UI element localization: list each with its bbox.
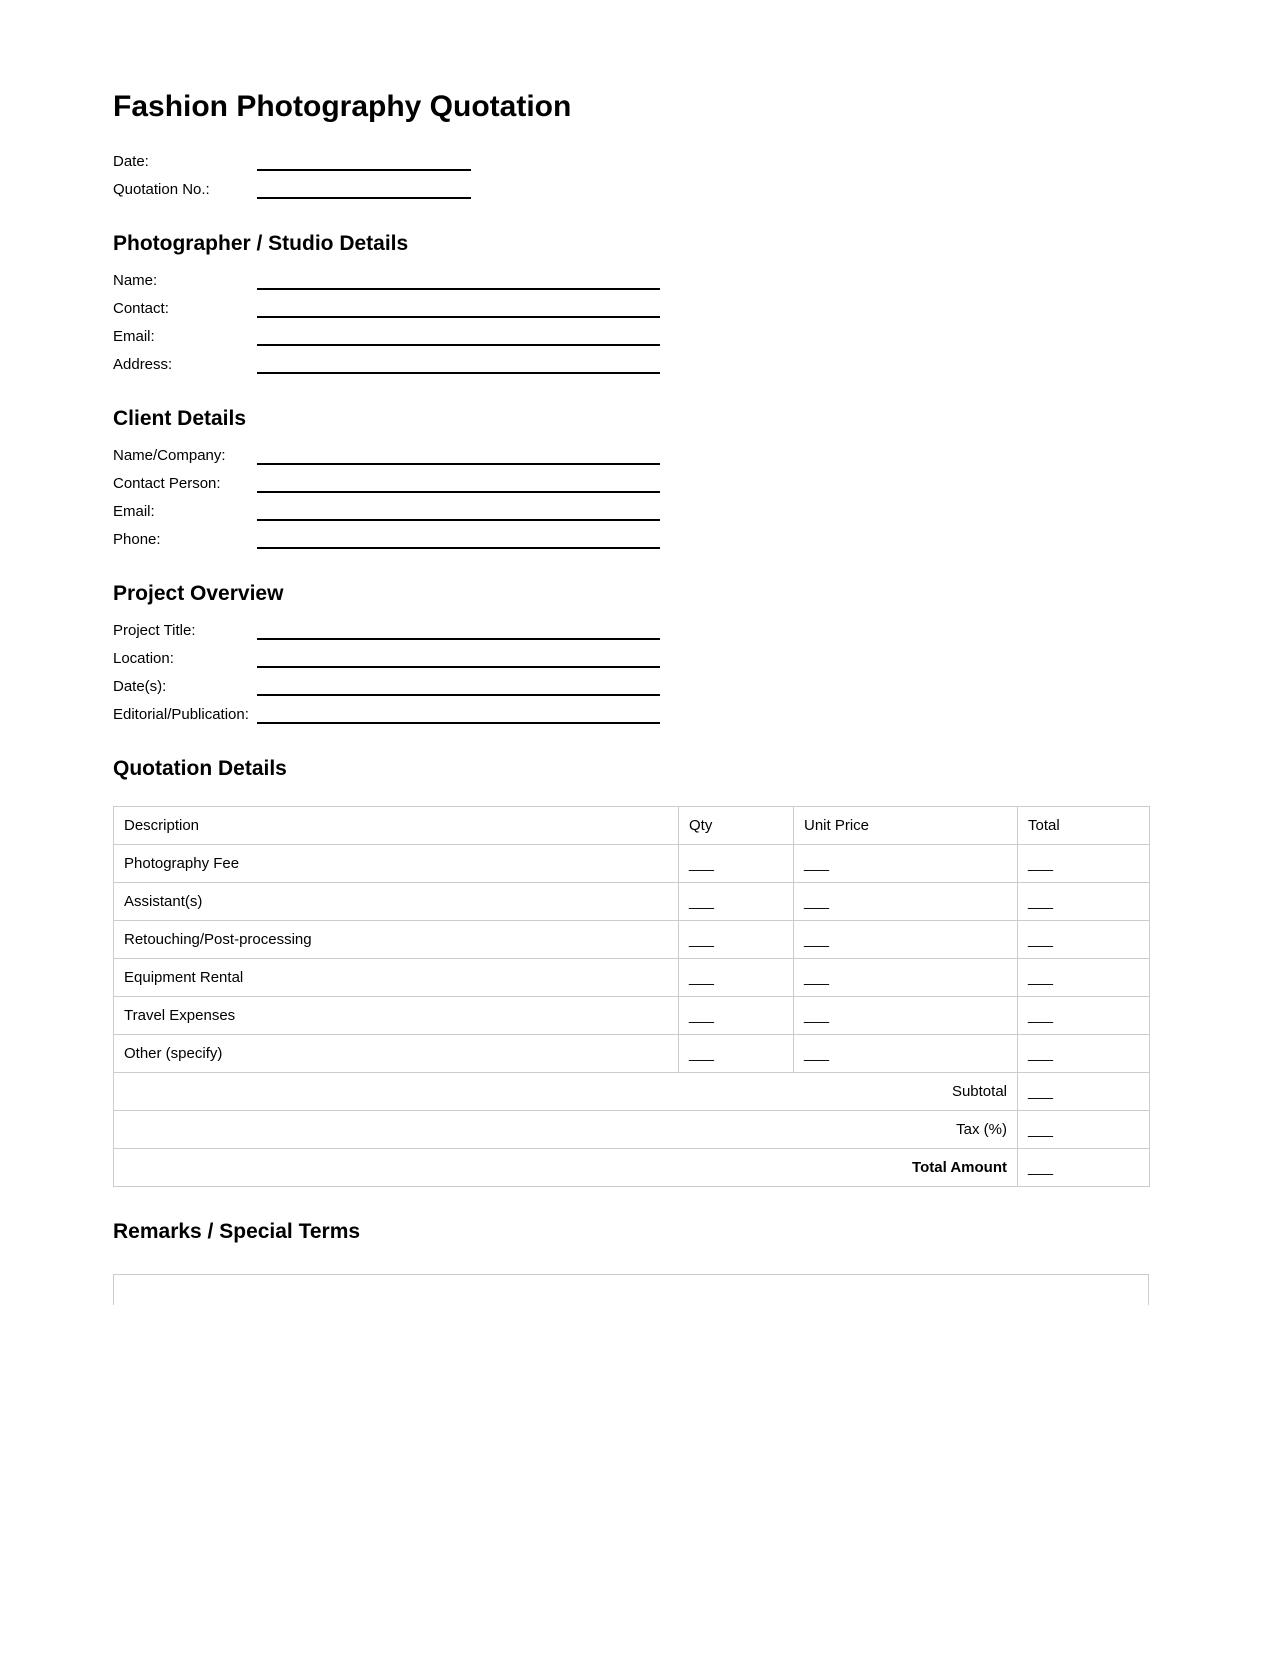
total-amount-row bbox=[114, 1149, 1150, 1187]
address-label: Address: bbox=[113, 355, 173, 373]
phone-input-line[interactable] bbox=[257, 529, 660, 549]
contact-person-label: Contact Person: bbox=[113, 474, 221, 492]
name-company-label: Name/Company: bbox=[113, 446, 226, 464]
field-editorial-publication bbox=[113, 696, 660, 724]
page-title: Fashion Photography Quotation bbox=[113, 90, 572, 123]
field-name bbox=[113, 262, 660, 290]
quotation-details-heading: Quotation Details bbox=[113, 757, 287, 781]
editorial-publication-input-line[interactable] bbox=[257, 704, 660, 724]
quotation-table bbox=[113, 806, 1150, 1187]
item-description-cell: Other (specify) bbox=[114, 1035, 679, 1073]
project-title-input-line[interactable] bbox=[257, 620, 660, 640]
table-header-row bbox=[114, 807, 1150, 845]
total-amount-blank-cell[interactable]: ___ bbox=[1018, 1149, 1150, 1187]
quotation-no-label: Quotation No.: bbox=[113, 180, 210, 198]
table-row bbox=[114, 1035, 1150, 1073]
subtotal-label: Subtotal bbox=[114, 1073, 1018, 1111]
email-input-line[interactable] bbox=[257, 326, 660, 346]
table-row bbox=[114, 959, 1150, 997]
field-client-email bbox=[113, 493, 660, 521]
qty-blank-cell[interactable]: ___ bbox=[679, 883, 794, 921]
remarks-textarea[interactable] bbox=[113, 1274, 1149, 1305]
total-blank-cell[interactable]: ___ bbox=[1018, 845, 1150, 883]
name-company-input-line[interactable] bbox=[257, 445, 660, 465]
unit-price-blank-cell[interactable]: ___ bbox=[794, 1035, 1018, 1073]
table-row bbox=[114, 921, 1150, 959]
section-client bbox=[113, 406, 1149, 549]
field-address bbox=[113, 346, 660, 374]
section-quotation-details bbox=[113, 756, 1149, 1187]
photographer-heading: Photographer / Studio Details bbox=[113, 231, 409, 255]
qty-blank-cell[interactable]: ___ bbox=[679, 845, 794, 883]
photographer-fields bbox=[113, 262, 660, 374]
project-fields bbox=[113, 612, 660, 724]
item-description-cell: Assistant(s) bbox=[114, 883, 679, 921]
field-contact bbox=[113, 290, 660, 318]
total-blank-cell[interactable]: ___ bbox=[1018, 921, 1150, 959]
subtotal-blank-cell[interactable]: ___ bbox=[1018, 1073, 1150, 1111]
total-amount-label: Total Amount bbox=[114, 1149, 1018, 1187]
tax-label: Tax (%) bbox=[114, 1111, 1018, 1149]
table-row bbox=[114, 845, 1150, 883]
table-row bbox=[114, 883, 1150, 921]
header-qty: Qty bbox=[679, 807, 794, 845]
qty-blank-cell[interactable]: ___ bbox=[679, 997, 794, 1035]
header-total: Total bbox=[1018, 807, 1150, 845]
total-blank-cell[interactable]: ___ bbox=[1018, 1035, 1150, 1073]
field-name-company bbox=[113, 437, 660, 465]
total-blank-cell[interactable]: ___ bbox=[1018, 883, 1150, 921]
project-title-label: Project Title: bbox=[113, 622, 196, 640]
email-label: Email: bbox=[113, 327, 155, 345]
field-dates bbox=[113, 668, 660, 696]
contact-input-line[interactable] bbox=[257, 298, 660, 318]
unit-price-blank-cell[interactable]: ___ bbox=[794, 921, 1018, 959]
field-project-title bbox=[113, 612, 660, 640]
unit-price-blank-cell[interactable]: ___ bbox=[794, 845, 1018, 883]
subtotal-row bbox=[114, 1073, 1150, 1111]
section-remarks bbox=[113, 1219, 1149, 1305]
qty-blank-cell[interactable]: ___ bbox=[679, 1035, 794, 1073]
name-input-line[interactable] bbox=[257, 270, 660, 290]
table-row bbox=[114, 997, 1150, 1035]
total-blank-cell[interactable]: ___ bbox=[1018, 959, 1150, 997]
dates-input-line[interactable] bbox=[257, 676, 660, 696]
field-phone bbox=[113, 521, 660, 549]
tax-blank-cell[interactable]: ___ bbox=[1018, 1111, 1150, 1149]
dates-label: Date(s): bbox=[113, 678, 167, 696]
editorial-publication-label: Editorial/Publication: bbox=[113, 706, 249, 724]
field-date bbox=[113, 143, 471, 171]
client-heading: Client Details bbox=[113, 406, 247, 430]
item-description-cell: Travel Expenses bbox=[114, 997, 679, 1035]
client-fields bbox=[113, 437, 660, 549]
field-email bbox=[113, 318, 660, 346]
unit-price-blank-cell[interactable]: ___ bbox=[794, 883, 1018, 921]
contact-person-input-line[interactable] bbox=[257, 473, 660, 493]
field-quotation-no bbox=[113, 171, 471, 199]
meta-fields bbox=[113, 143, 471, 199]
header-unit-price: Unit Price bbox=[794, 807, 1018, 845]
field-location bbox=[113, 640, 660, 668]
header-description: Description bbox=[114, 807, 679, 845]
qty-blank-cell[interactable]: ___ bbox=[679, 959, 794, 997]
phone-label: Phone: bbox=[113, 530, 161, 548]
tax-row bbox=[114, 1111, 1150, 1149]
remarks-heading: Remarks / Special Terms bbox=[113, 1220, 361, 1244]
item-description-cell: Equipment Rental bbox=[114, 959, 679, 997]
item-description-cell: Photography Fee bbox=[114, 845, 679, 883]
date-input-line[interactable] bbox=[257, 151, 471, 171]
section-project bbox=[113, 581, 1149, 724]
address-input-line[interactable] bbox=[257, 354, 660, 374]
qty-blank-cell[interactable]: ___ bbox=[679, 921, 794, 959]
section-photographer bbox=[113, 231, 1149, 374]
location-label: Location: bbox=[113, 650, 174, 668]
item-description-cell: Retouching/Post-processing bbox=[114, 921, 679, 959]
name-label: Name: bbox=[113, 271, 158, 289]
client-email-label: Email: bbox=[113, 502, 155, 520]
quotation-no-input-line[interactable] bbox=[257, 179, 471, 199]
document-page bbox=[0, 90, 1263, 1305]
client-email-input-line[interactable] bbox=[257, 501, 660, 521]
project-heading: Project Overview bbox=[113, 581, 284, 605]
location-input-line[interactable] bbox=[257, 648, 660, 668]
unit-price-blank-cell[interactable]: ___ bbox=[794, 959, 1018, 997]
field-contact-person bbox=[113, 465, 660, 493]
unit-price-blank-cell[interactable]: ___ bbox=[794, 997, 1018, 1035]
contact-label: Contact: bbox=[113, 299, 169, 317]
date-label: Date: bbox=[113, 152, 149, 170]
total-blank-cell[interactable]: ___ bbox=[1018, 997, 1150, 1035]
